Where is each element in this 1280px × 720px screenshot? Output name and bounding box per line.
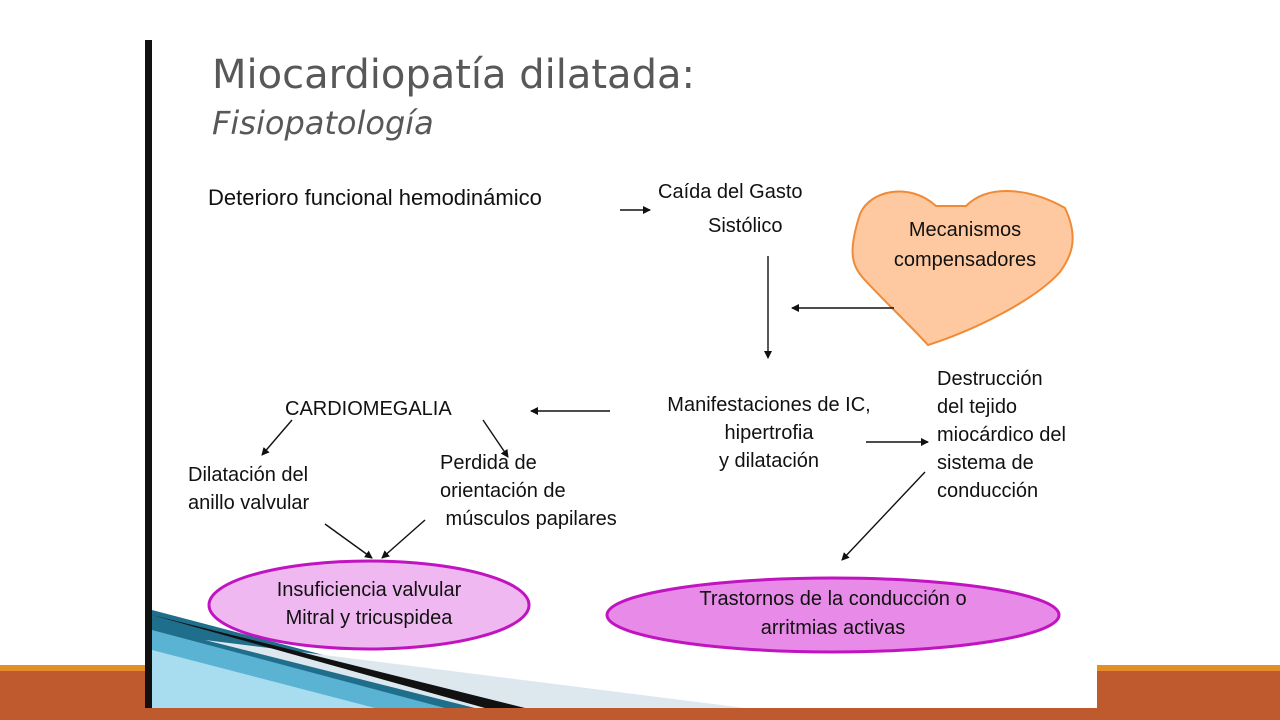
mecanismos-line-2: compensadores (893, 249, 1037, 271)
perdida-line-1: Perdida de (440, 452, 537, 474)
insuficiencia-line-1: Insuficiencia valvular (276, 579, 462, 601)
caida-line-2: Sistólico (708, 215, 783, 237)
arrow-cardio-dilatacion (262, 420, 292, 455)
manifestaciones-line-1: Manifestaciones de IC, (667, 394, 871, 416)
arrow-destruccion-trastornos (842, 472, 925, 560)
caida-line-1: Caída del Gasto (658, 181, 803, 203)
trastornos-line-1: Trastornos de la conducción o (699, 588, 967, 610)
destruccion-line-1: Destrucción (937, 368, 1043, 390)
destruccion-line-4: sistema de (937, 452, 1034, 474)
destruccion-line-5: conducción (937, 480, 1039, 502)
perdida-line-3: músculos papilares (440, 508, 617, 530)
manifestaciones-line-2: hipertrofia (724, 422, 814, 444)
manifestaciones-line-3: y dilatación (718, 450, 820, 472)
trastornos-line-2: arritmias activas (760, 617, 906, 639)
dilatacion-line-2: anillo valvular (188, 492, 310, 514)
insuficiencia-line-2: Mitral y tricuspidea (285, 607, 453, 629)
slide-title: Miocardiopatía dilatada: (212, 52, 695, 98)
perdida-line-2: orientación de (440, 480, 566, 502)
slide (145, 40, 1097, 708)
arrow-dilatacion-insuf (325, 524, 372, 558)
destruccion-line-3: miocárdico del (937, 424, 1066, 446)
deterioro-label: Deterioro funcional hemodinámico (208, 185, 542, 210)
dilatacion-line-1: Dilatación del (188, 464, 309, 486)
destruccion-line-2: del tejido (937, 396, 1018, 418)
slide-subtitle: Fisiopatología (212, 104, 434, 142)
mecanismos-line-1: Mecanismos (908, 219, 1022, 241)
arrow-perdida-insuf (382, 520, 425, 558)
cardiomegalia-label: CARDIOMEGALIA (285, 398, 452, 420)
